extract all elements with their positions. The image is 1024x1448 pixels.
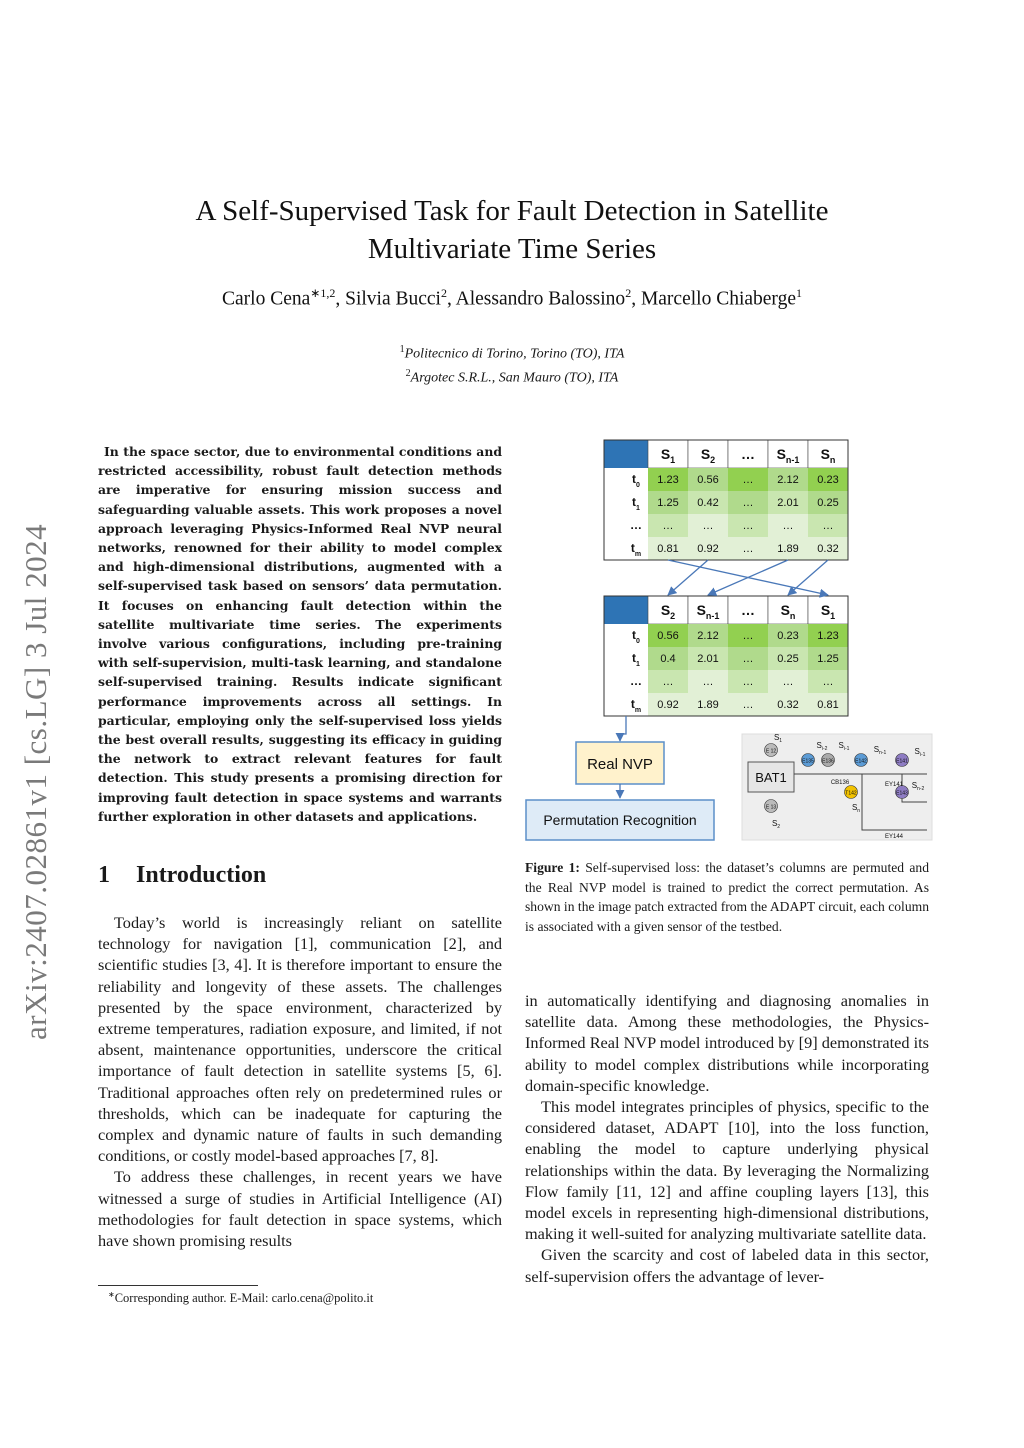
sensor-id: E142 [855,758,867,765]
permutation-arrow [708,560,788,595]
permutation-recognition-label: Permutation Recognition [543,812,697,828]
relay-label: EY141 [884,782,904,788]
table2-cell-value: 0.23 [777,630,799,642]
author-affil-mark: 1 [795,286,802,300]
table1-cell-value: … [782,520,794,532]
sensor-id: E141 [896,758,908,765]
figure-1-diagram [520,436,940,846]
figure-1 [520,436,940,846]
table2-cell-value: … [742,630,754,642]
sensor-label: $S_{i-1}$ [914,747,926,758]
table2-header-label: $S_2$ [660,602,676,621]
table1-row-label-cell [604,537,648,560]
title-line-1: A Self-Supervised Task for Fault Detection in Satellite [195,195,829,227]
table1-header-label: $S_1$ [660,446,676,465]
sensor-id: E143 [896,790,908,797]
table2-header-label: $S_{n-1}$ [696,602,720,621]
table2-cell-value: … [662,676,674,688]
sensor-label: $S_n$ [851,803,861,814]
author-name: Alessandro Balossino [455,288,626,310]
table1-row-label-cell [604,468,648,491]
permutation-arrow [788,560,828,595]
author-separator: , [446,288,456,310]
table2-cell-value: 1.23 [817,630,839,642]
table1-row-label: … [630,518,642,532]
permutation-arrow [668,560,708,595]
sensor-id: E 12 [765,748,777,755]
arxiv-side-stamp: arXiv:2407.02861v1 [cs.LG] 3 Jul 2024 [18,523,53,1040]
table1-cell-value: 2.01 [777,497,799,509]
table2-row-label: $t_m$ [630,697,642,714]
table2-row-label: … [630,674,642,688]
table2-row-label: $t_0$ [632,628,640,645]
footnote-text: Corresponding author. E-Mail: carlo.cena@polito.it [114,1291,374,1306]
table2-cell-value: 1.25 [817,653,839,665]
paragraph: Today’s world is increasingly reliant on satellite technology for navigation [1], communication [2], and scientific studies [3, 4]. It is therefore important to ensure the reliability and longevity of these assets. The challenges presented by the space environment, characterized by extreme temperatures, radiation exposure, and limited, if not absent, maintenance opportunities, underscore the critical importance of fault detection in satellite systems [5, 6]. Traditional approaches often rely on predetermined rules or thresholds, which can be inadequate for capturing the complex and dynamic nature of faults in such demanding conditions, or costly model-based approaches [7, 8]. [98,913,502,1166]
table1-row-label: $t_0$ [632,472,640,489]
sensor-id: E135 [802,758,814,765]
footnote-rule [98,1285,258,1286]
table2-row-label-cell [604,647,648,670]
table1-cell-value: … [742,474,754,486]
table2-cell-value: 1.89 [697,699,719,711]
sensor-label: $S_1$ [773,733,783,744]
table2-cell-value: 2.12 [697,630,719,642]
table1-cell-value: 0.92 [697,543,719,555]
table1-cell-value: 0.25 [817,497,839,509]
affiliation-line [100,340,924,364]
table2-cell-value: 0.92 [657,699,679,711]
table1-cell-value: … [742,520,754,532]
title-line-2: Multivariate Time Series [367,233,657,265]
intro-left-column [98,912,502,1251]
author-name: Carlo Cena [222,288,311,310]
affiliation-line [100,364,924,388]
table1-cell-value: … [742,543,754,555]
table2-cell-value: … [702,676,714,688]
sensor-label: $S_{i-2}$ [816,741,828,752]
table2-cell-value: 0.4 [660,653,676,665]
table2-cell-value: … [782,676,794,688]
table2-cell-value: … [822,676,834,688]
table1-cell-value: 2.12 [777,474,799,486]
table1-cell-value: … [822,520,834,532]
table2-cell-value: … [742,653,754,665]
paragraph: This model integrates principles of physics, specific to the considered dataset, ADAPT [10], into the loss function, enabling the model to capture underlying physical relationships within the data. By leveraging the Normalizing Flow family [11, 12] and affine coupling layers [13], this model excels in representing high-dimensional distributions, making it well-suited for analyzing multivariate satellite data. [525,1097,929,1244]
table2-cell-value: … [742,676,754,688]
affiliation-mark: 1 [399,344,405,355]
author-affil-mark: ∗1,2 [310,286,336,300]
table1-header-label: $S_{n-1}$ [776,446,800,465]
sensor-id: E136 [822,758,834,765]
sensor-id: T142 [845,790,857,797]
table1-cell-value: … [662,520,674,532]
table2-cell-value: 0.32 [777,699,799,711]
table1-header-label: $S_2$ [700,446,716,465]
table1-header-label: $S_n$ [820,446,836,465]
table1-row-label: $t_m$ [630,541,642,558]
paragraph: Given the scarcity and cost of labeled data in this sector, self-supervision offers the advantage of lever- [525,1245,929,1286]
intro-right-column [525,990,929,1287]
table1-cell-value: 0.42 [697,497,719,509]
author-separator: , [335,288,346,310]
table1-cell-value: 0.23 [817,474,839,486]
author-name: Marcello Chiaberge [640,288,796,310]
battery-label: BAT1 [755,770,787,785]
author-separator: , [631,288,641,310]
affiliation-text: Politecnico di Torino, Torino (TO), ITA [404,346,625,362]
author-list [100,286,924,311]
caption-label: Figure 1: [525,860,580,875]
table1-cell-value: 0.32 [817,543,839,555]
table1-cell-value: 1.23 [657,474,679,486]
table2-header-label: $S_1$ [820,602,836,621]
real-nvp-label: Real NVP [587,756,653,773]
affiliation-text: Argotec S.R.L., San Mauro (TO), ITA [410,370,619,386]
author-affil-mark: 2 [625,286,632,300]
paper-title [100,192,924,268]
sensor-label: $S_{n-1}$ [873,745,887,756]
section-heading [98,862,502,889]
sensor-label: $S_{n-2}$ [911,781,925,792]
table2-row-label-cell [604,624,648,647]
table1-corner-cell [604,440,648,468]
table2-header-label: $S_n$ [780,602,796,621]
table1-cell-value: 0.56 [697,474,719,486]
figure-caption [525,858,929,936]
affiliation-mark: 2 [405,367,411,379]
caption-text: Self-supervised loss: the dataset’s columns are permuted and the Real NVP model is trained to predict the correct permutation. As shown in the image patch extracted from the ADAPT circuit, each column is associated with a given sensor of the testbed. [525,860,929,934]
footnote [108,1290,508,1306]
sensor-label: $S_2$ [771,819,781,830]
table1-cell-value: … [742,497,754,509]
footnote-mark: ∗ [108,1290,115,1299]
section-title: Introduction [136,862,267,888]
paragraph: To address these challenges, in recent years we have witnessed a surge of studies in Artificial Intelligence (AI) methodologies for fault detection in space systems, which have shown promising results [98,1167,502,1251]
table1-cell-value: … [702,520,714,532]
table2-cell-value: … [742,699,754,711]
table2-row-label-cell [604,693,648,716]
table2-corner-cell [604,596,648,624]
table2-cell-value: 0.25 [777,653,799,665]
flow-arrow [620,716,626,741]
table1-cell-value: 0.81 [657,543,679,555]
table1-header-label: … [741,446,755,462]
author-name: Silvia Bucci [345,288,441,310]
section-number: 1 [98,862,110,888]
affiliations [100,340,924,387]
author-affil-mark: 2 [440,286,447,300]
sensor-label: $S_{i-1}$ [838,741,850,752]
abstract: In the space sector, due to environmental conditions and restricted accessibility, robust fault detection methods are imperative for ensuring mission success and safeguarding valuable assets. This work proposes a novel approach leveraging Physics-Informed Real NVP neural networks, renowned for their ability to model complex and high-dimensional distributions, augmented with a self-supervised task based on sensors’ data permutation. It focuses on enhancing fault detection within the satellite multivariate time series. The experiments involve various configurations, including pre-training with self-supervision, multi-task learning, and standalone self-supervised training. Results indicate significant performance improvements across all settings. In particular, employing only the self-supervised loss yields the best overall results, suggesting its efficacy in guiding the network to extract relevant features for fault detection. This study presents a promising direction for improving fault detection in space systems and warrants further exploration in other datasets and applications. [98,444,502,824]
table1-cell-value: 1.89 [777,543,799,555]
table2-cell-value: 0.56 [657,630,679,642]
paragraph: in automatically identifying and diagnosing anomalies in satellite data. Among these methodologies, the Physics-Informed Real NVP model introduced by [9] demonstrated its ability to model complex distributions while incorporating domain-specific knowledge. [525,991,929,1095]
table1-row-label-cell [604,491,648,514]
relay-label: EY144 [884,834,904,840]
table2-cell-value: 0.81 [817,699,839,711]
table1-row-label: $t_1$ [632,495,640,512]
table1-cell-value: 1.25 [657,497,679,509]
sensor-id: E 13 [765,804,777,811]
table2-header-label: … [741,602,755,618]
table2-row-label: $t_1$ [632,651,640,668]
relay-label: CB136 [830,780,850,786]
table2-cell-value: 2.01 [697,653,719,665]
